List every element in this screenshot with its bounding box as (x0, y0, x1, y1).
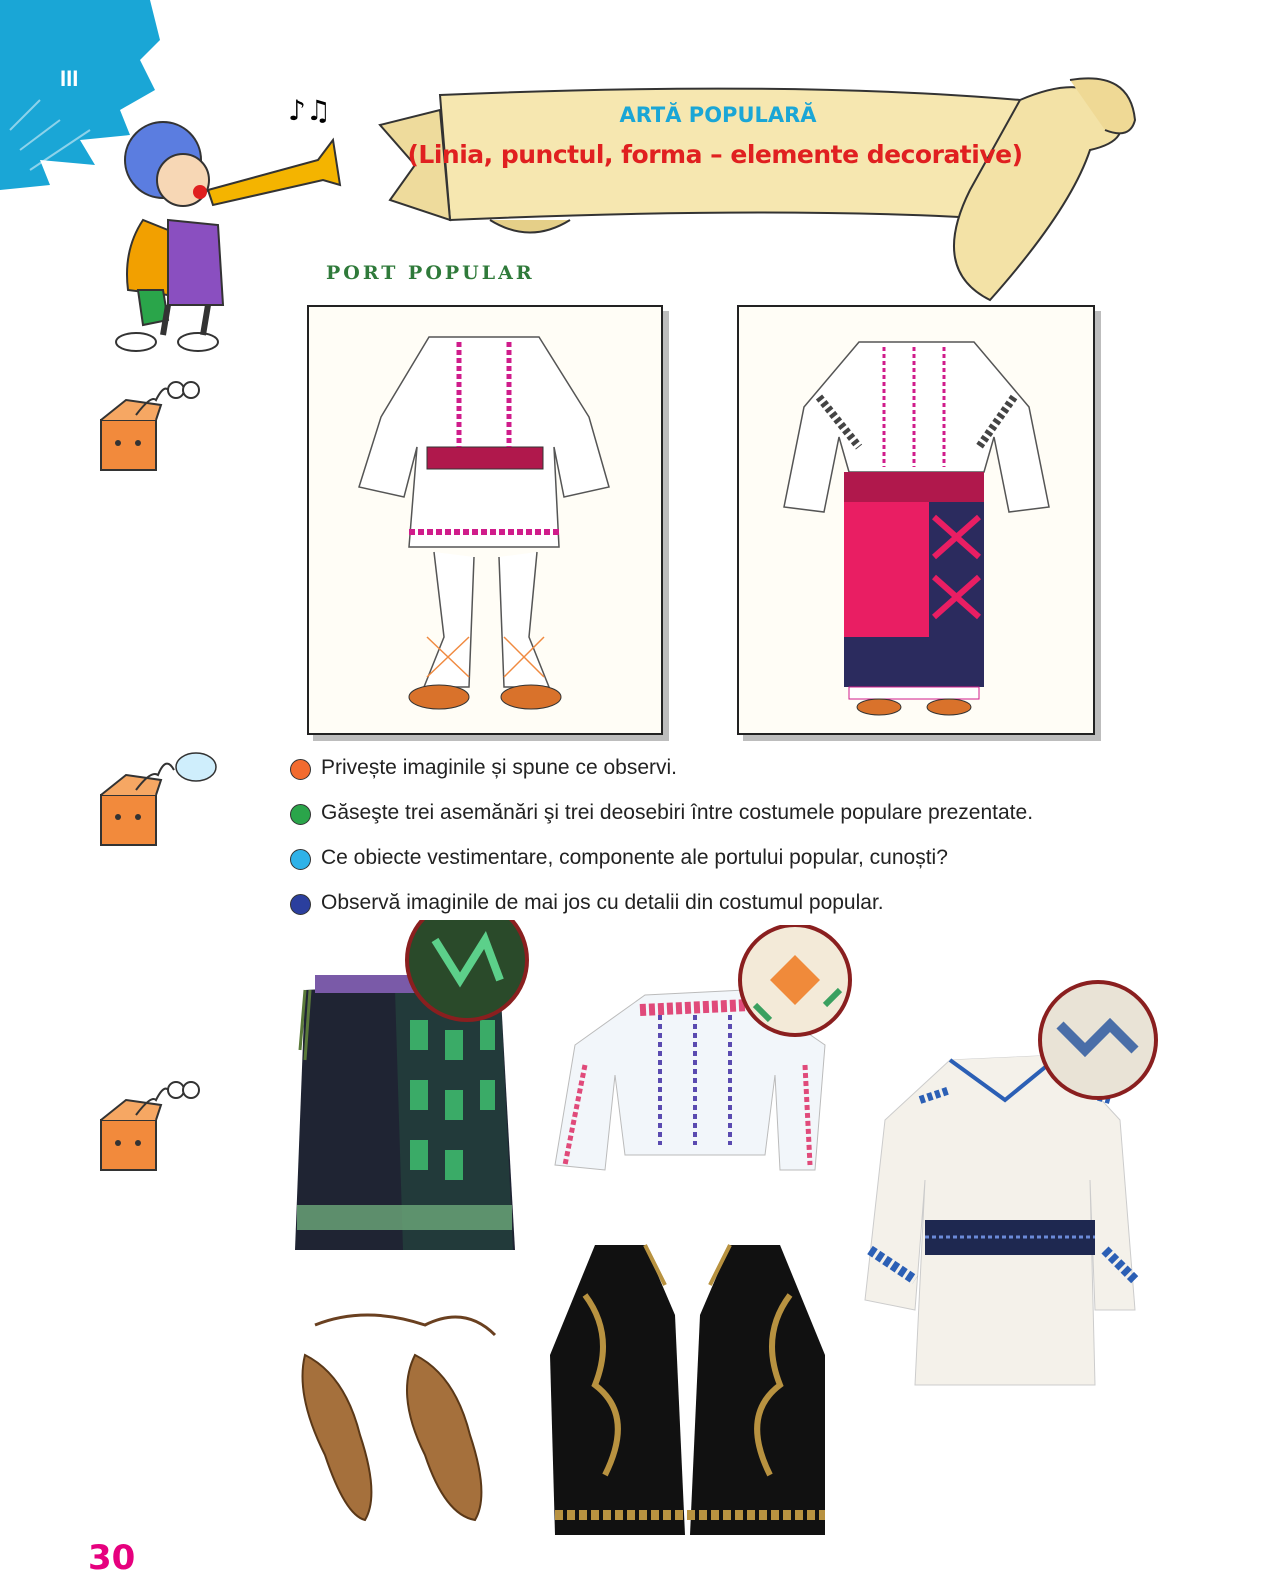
opinci-shoes (285, 1295, 525, 1535)
chapter-mark: III (60, 66, 79, 91)
embroidered-vest (545, 1235, 830, 1545)
women-folk-costume-drawing (737, 305, 1095, 735)
costume-drawing-icon (309, 307, 661, 733)
page-number: 30 (88, 1538, 136, 1578)
men-folk-costume-drawing (307, 305, 663, 735)
box-mascot-thinking-icon (96, 745, 226, 850)
apron-skirt (285, 920, 545, 1270)
lesson-subtitle: (Linia, punctul, forma – elemente decorative) (407, 140, 1023, 169)
box-mascot-icon (96, 375, 206, 480)
box-mascot-icon (96, 1075, 206, 1180)
question-text: Găseşte trei asemănări şi trei deosebiri între costumele populare prezentate. (321, 801, 1034, 824)
question-text: Ce obiecte vestimentare, componente ale portului popular, cunoști? (321, 846, 948, 869)
list-item (290, 799, 1190, 844)
question-text: Privește imaginile și spune ce observi. (321, 756, 677, 779)
embroidered-blouse (545, 925, 875, 1185)
list-item (290, 754, 1190, 799)
bullet-dot (290, 894, 311, 915)
list-item (290, 844, 1190, 889)
svg-text:♪♫: ♪♫ (288, 94, 331, 127)
shirt-icon (865, 982, 1156, 1385)
shoes-icon (303, 1315, 496, 1520)
blouse-icon (555, 925, 850, 1170)
skirt-icon (295, 920, 527, 1250)
question-list (290, 754, 1190, 934)
costume-drawing-icon (739, 307, 1093, 733)
bullet-dot (290, 849, 311, 870)
question-text: Observă imaginile de mai jos cu detalii din costumul popular. (321, 891, 884, 914)
bullet-dot (290, 759, 311, 780)
vest-icon (550, 1245, 825, 1535)
bullet-dot (290, 804, 311, 825)
section-heading: PORT POPULAR (326, 262, 535, 284)
men-shirt-with-belt (860, 980, 1170, 1400)
lesson-title: ARTĂ POPULARĂ (619, 103, 817, 127)
